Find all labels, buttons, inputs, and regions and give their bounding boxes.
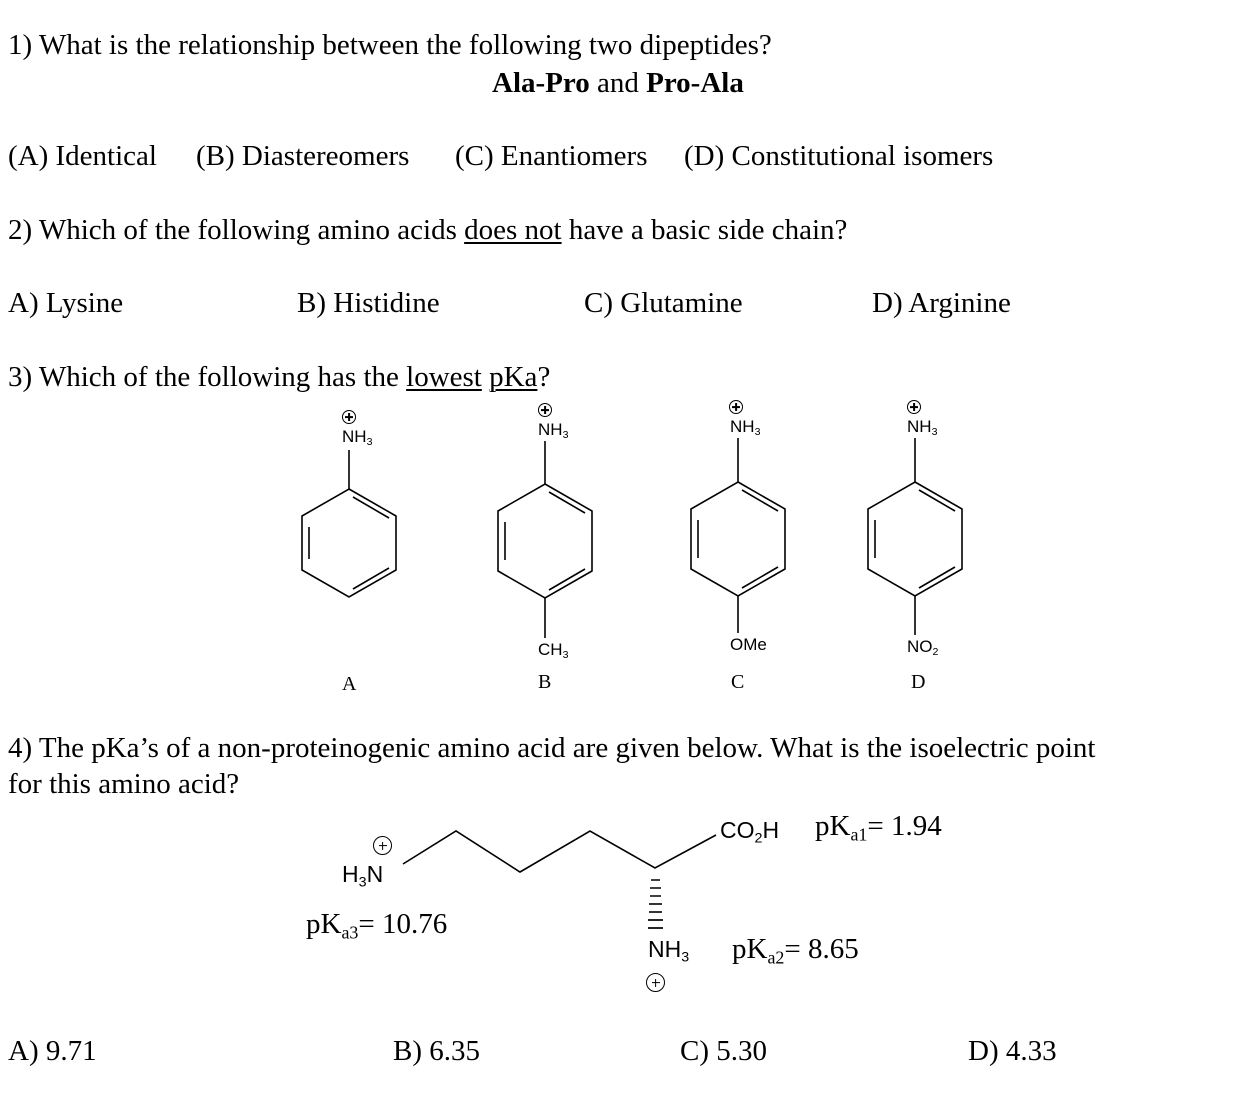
structure-label-a[interactable]: A [342,673,357,695]
n-terminal-amine: $H_3N$ [342,861,384,891]
benzene-ring-b [498,441,592,638]
benzene-ring-d [868,438,962,635]
substituent-b: $CH_3$ [538,640,569,662]
amine-group-d: $NH_3$ [907,417,938,439]
positive-charge-icon [907,400,921,414]
amine-group-c: $NH_3$ [730,417,761,439]
q1-option-d[interactable]: (D) Constitutional isomers [684,140,994,172]
positive-charge-icon [646,973,665,992]
structure-label-c[interactable]: C [731,671,745,693]
q3-prompt-start: 3) Which of the following has the [8,361,407,393]
q2-option-a[interactable]: A) Lysine [8,287,124,319]
hashed-wedge-bond [648,880,663,928]
positive-charge-icon [342,410,356,424]
pka3-label: $pK_{a3}= 10.76$ [306,908,448,943]
q4-answer-c[interactable]: C) 5.30 [680,1035,767,1067]
q4-answer-d[interactable]: D) 4.33 [968,1035,1057,1067]
q3-prompt-lowest: lowest [406,361,482,393]
pka2-label: $pK_{a2}= 8.65$ [732,933,859,968]
q3-prompt-pka: pKa [489,361,538,393]
positive-charge-icon [538,403,552,417]
substituent-d: $NO_2$ [907,637,939,659]
structure-label-b[interactable]: B [538,671,552,693]
q2-option-d[interactable]: D) Arginine [872,287,1011,319]
q1-option-a[interactable]: (A) Identical [8,140,157,172]
q2-prompt-emphasis: does not [464,214,562,246]
question-4-prompt-line2: for this amino acid? [8,768,240,800]
amino-acid-chain [403,831,716,872]
q3-prompt-end: ? [537,361,551,393]
amine-group-b: $NH_3$ [538,420,569,442]
dipeptide-ala-pro: Ala-Pro [492,67,590,99]
carboxylic-acid-group: $CO_2H$ [720,817,780,847]
pka1-label: $pK_{a1}= 1.94$ [815,810,942,845]
q2-prompt-start: 2) Which of the following amino acids [8,214,465,246]
q2-option-c[interactable]: C) Glutamine [584,287,743,319]
substituent-c: OMe [730,635,767,654]
alpha-amine: $NH_3$ [648,936,690,966]
q4-answer-a[interactable]: A) 9.71 [8,1035,97,1067]
q1-option-c[interactable]: (C) Enantiomers [455,140,648,172]
q1-option-b[interactable]: (B) Diastereomers [196,140,410,172]
benzene-ring-a [302,450,396,597]
positive-charge-icon [373,836,392,855]
q2-prompt-end: have a basic side chain? [561,214,848,246]
question-4-prompt-line1: 4) The pKa’s of a non-proteinogenic amino acid are given below. What is the isoelectric point [8,732,1096,764]
q4-answer-b[interactable]: B) 6.35 [393,1035,480,1067]
question-1-prompt: 1) What is the relationship between the following two dipeptides? [8,29,772,61]
positive-charge-icon [729,400,743,414]
dipeptide-pro-ala: Pro-Ala [646,67,744,99]
q2-option-b[interactable]: B) Histidine [297,287,440,319]
dipeptide-and: and [596,67,639,99]
benzene-ring-c [691,438,785,633]
amine-group-a: $NH_3$ [342,427,373,449]
structure-label-d[interactable]: D [911,671,926,693]
